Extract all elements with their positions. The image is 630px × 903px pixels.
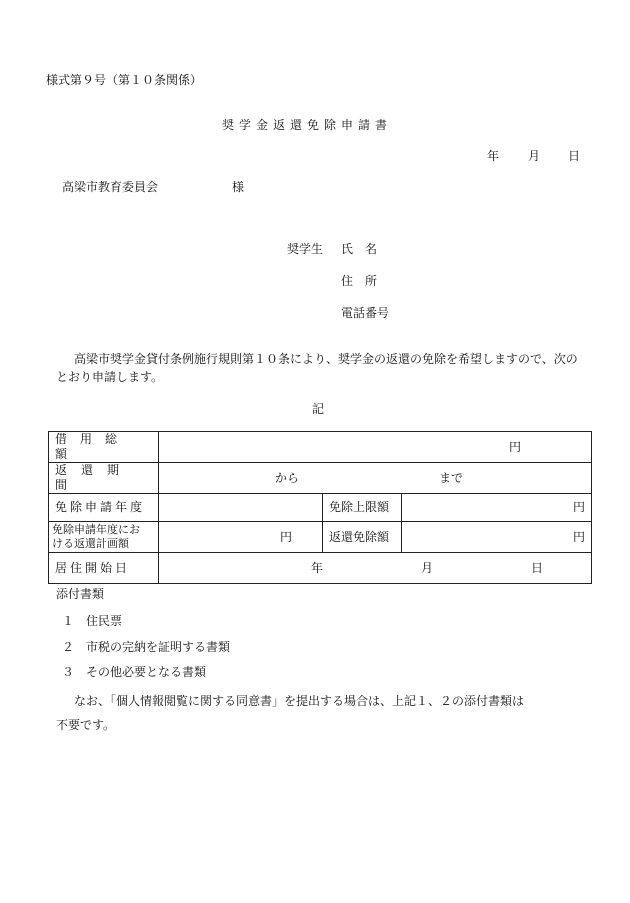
exempt-limit-yen: 円	[402, 494, 592, 522]
applicant-address-label: 住 所	[341, 274, 378, 288]
exempt-amount-yen: 円	[402, 522, 592, 553]
date-year: 年	[487, 149, 500, 163]
repay-period-label: 返還期間	[49, 463, 159, 494]
date-day: 日	[568, 149, 581, 163]
applicant-phone-label: 電話番号	[341, 306, 390, 320]
date-month: 月	[528, 149, 541, 163]
request-body-text: 高梁市奨学金貸付条例施行規則第１０条により、奨学金の返還の免除を希望しますので、次のとおり申請します。	[56, 352, 578, 384]
attachment-text: 市税の完納を証明する書類	[86, 640, 231, 654]
attachment-num: １	[62, 614, 75, 628]
plan-label-line2: ける返還計画額	[52, 537, 129, 550]
attachment-num: ３	[62, 665, 75, 679]
attachment-text: その他必要となる書類	[86, 665, 207, 679]
form-number: 様式第９号（第１０条関係）	[46, 73, 203, 87]
applicant-name-label: 氏 名	[341, 242, 378, 256]
plan-amount-yen: 円	[159, 522, 323, 553]
attachments-note-line2: 不要です。	[56, 718, 116, 732]
table-row	[49, 522, 592, 553]
table-row	[49, 494, 592, 522]
repay-period-field	[159, 463, 592, 494]
attachments-note-line1: なお、「個人情報閲覧に関する同意書」を提出する場合は、上記１、２の添付書類は	[74, 694, 525, 708]
loan-total-label: 借用総額	[49, 432, 159, 463]
exempt-amount-label: 返還免除額	[323, 522, 402, 553]
plan-label-line1: 免除申請年度にお	[52, 523, 140, 536]
attachments-heading: 添付書類	[56, 587, 105, 601]
addressee-honorific: 様	[232, 180, 245, 194]
application-table	[48, 431, 592, 584]
residence-start-label: 居住開始日	[49, 553, 159, 584]
loan-total-yen: 円	[159, 432, 592, 463]
repay-period-from: から	[275, 470, 300, 485]
plan-label	[49, 522, 159, 553]
exempt-limit-label: 免除上限額	[323, 494, 402, 522]
document-title: 奨学金返還免除申請書	[222, 118, 393, 132]
request-body	[56, 350, 586, 386]
table-row	[49, 463, 592, 494]
residence-start-day: 日	[531, 560, 544, 575]
addressee-org: 高梁市教育委員会	[62, 180, 159, 194]
apply-year-label: 免除申請年度	[49, 494, 159, 522]
table-row	[49, 432, 592, 463]
ki-marker: 記	[312, 402, 325, 416]
residence-start-field	[159, 553, 592, 584]
repay-period-to: まで	[439, 470, 464, 485]
attachment-text: 住民票	[86, 614, 123, 628]
attachment-num: ２	[62, 640, 75, 654]
apply-year-field	[159, 494, 323, 522]
applicant-student-label: 奨学生	[287, 242, 324, 256]
attachments-note	[56, 689, 586, 737]
residence-start-month: 月	[421, 560, 434, 575]
table-row	[49, 553, 592, 584]
residence-start-year: 年	[311, 560, 324, 575]
